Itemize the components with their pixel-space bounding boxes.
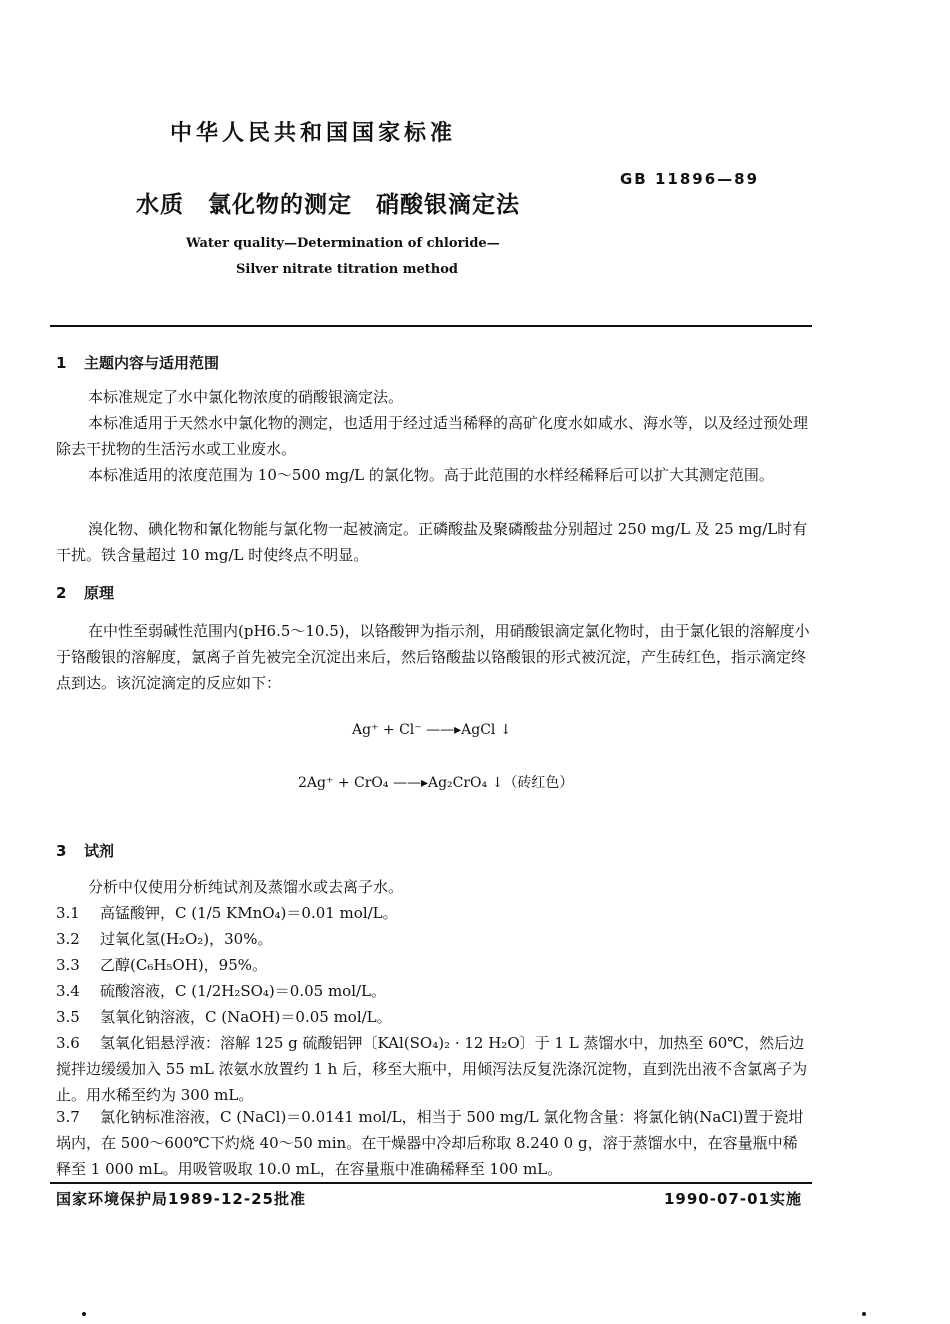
reagent-number: 3.2	[56, 930, 80, 948]
section1-paragraph1: 本标准规定了水中氯化物浓度的硝酸银滴定法。	[88, 388, 404, 406]
section1-title: 主题内容与适用范围	[84, 354, 220, 372]
reagent-text: 过氧化氢(H₂O₂)，30%。	[100, 930, 273, 948]
scan-mark	[82, 1312, 86, 1316]
approval-note: 国家环境保护局1989-12-25批准	[56, 1190, 306, 1208]
reagent-item	[56, 1004, 812, 1030]
reagent-number: 3.4	[56, 982, 80, 1000]
reaction-equation-2: 2Ag⁺ + CrO₄ ——▸Ag₂CrO₄ ↓（砖红色）	[298, 775, 574, 791]
reagent-number: 3.6	[56, 1034, 80, 1052]
section3-heading	[56, 840, 114, 861]
reagent-text: 乙醇(C₆H₅OH)，95%。	[100, 956, 268, 974]
header-rule	[50, 325, 812, 327]
section2-paragraph1: 在中性至弱碱性范围内(pH6.5～10.5)，以铬酸钾为指示剂，用硝酸银滴定氯化物时，由于氯化银的溶解度小于铬酸银的溶解度，氯离子首先被完全沉淀出来后，然后铬酸盐以铬酸银的形式被沉淀，产生砖红色，指示滴定终点到达。该沉淀滴定的反应如下：	[56, 622, 810, 692]
reagent-number: 3.7	[56, 1108, 80, 1126]
english-title-line1: Water quality—Determination of chloride—	[186, 236, 500, 251]
reagent-item	[56, 926, 812, 952]
reagent-text: 高锰酸钾，C (1/5 KMnO₄)＝0.01 mol/L。	[100, 904, 398, 922]
section2-heading	[56, 582, 114, 603]
section3-title: 试剂	[84, 842, 115, 860]
reagent-item	[56, 900, 812, 926]
reagent-text: 硫酸溶液，C (1/2H₂SO₄)＝0.05 mol/L。	[100, 982, 387, 1000]
reagent-item	[56, 1030, 812, 1108]
reagent-item	[56, 952, 812, 978]
standard-code: GB 11896—89	[620, 170, 760, 188]
section1-paragraph4: 溴化物、碘化物和氰化物能与氯化物一起被滴定。正磷酸盐及聚磷酸盐分别超过 250 mg/L 及 25 mg/L时有干扰。铁含量超过 10 mg/L 时使终点不明显。	[56, 520, 808, 564]
english-title-line2: Silver nitrate titration method	[236, 262, 458, 277]
implementation-date: 1990-07-01实施	[664, 1190, 802, 1208]
reagent-item	[56, 1104, 812, 1182]
document-title: 水质 氯化物的测定 硝酸银滴定法	[136, 192, 520, 218]
section1-heading	[56, 352, 219, 373]
national-standard-heading: 中华人民共和国国家标准	[170, 121, 457, 146]
section3-intro: 分析中仅使用分析纯试剂及蒸馏水或去离子水。	[88, 878, 404, 896]
reaction-equation-1: Ag⁺ + Cl⁻ ——▸AgCl ↓	[352, 722, 512, 738]
reagent-text: 氢氧化铝悬浮液：溶解 125 g 硫酸铝钾〔KAl(SO₄)₂ · 12 H₂O〕于 1 L 蒸馏水中，加热至 60℃，然后边搅拌边缓缓加入 55 mL 浓氨水放置约 1 h 后，移至大瓶中，用倾泻法反复洗涤沉淀物，直到洗出液不含氯离子为止。用水稀至约为 300 mL。	[56, 1034, 808, 1104]
reagent-number: 3.5	[56, 1008, 80, 1026]
section1-paragraph2: 本标准适用于天然水中氯化物的测定，也适用于经过适当稀释的高矿化度水如咸水、海水等，以及经过预处理除去干扰物的生活污水或工业废水。	[56, 414, 809, 458]
section1-number: 1	[56, 354, 67, 372]
scan-mark	[862, 1312, 866, 1316]
section1-paragraph3: 本标准适用的浓度范围为 10～500 mg/L 的氯化物。高于此范围的水样经稀释后可以扩大其测定范围。	[88, 466, 774, 484]
reagent-text: 氢氧化钠溶液，C (NaOH)＝0.05 mol/L。	[100, 1008, 392, 1026]
reagent-number: 3.3	[56, 956, 80, 974]
section2-title: 原理	[84, 584, 115, 602]
reagent-number: 3.1	[56, 904, 80, 922]
footer-rule	[50, 1182, 812, 1184]
reagent-text: 氯化钠标准溶液，C (NaCl)＝0.0141 mol/L，相当于 500 mg/L 氯化物含量：将氯化钠(NaCl)置于瓷坩埚内，在 500～600℃下灼烧 40～50 min。在干燥器中冷却后称取 8.240 0 g，溶于蒸馏水中，在容量瓶中稀释至 1 000 mL。用吸管吸取 10.0 mL，在容量瓶中准确稀释至 100 mL。	[56, 1108, 804, 1178]
section2-number: 2	[56, 584, 67, 602]
section3-number: 3	[56, 842, 67, 860]
reagent-item	[56, 978, 812, 1004]
